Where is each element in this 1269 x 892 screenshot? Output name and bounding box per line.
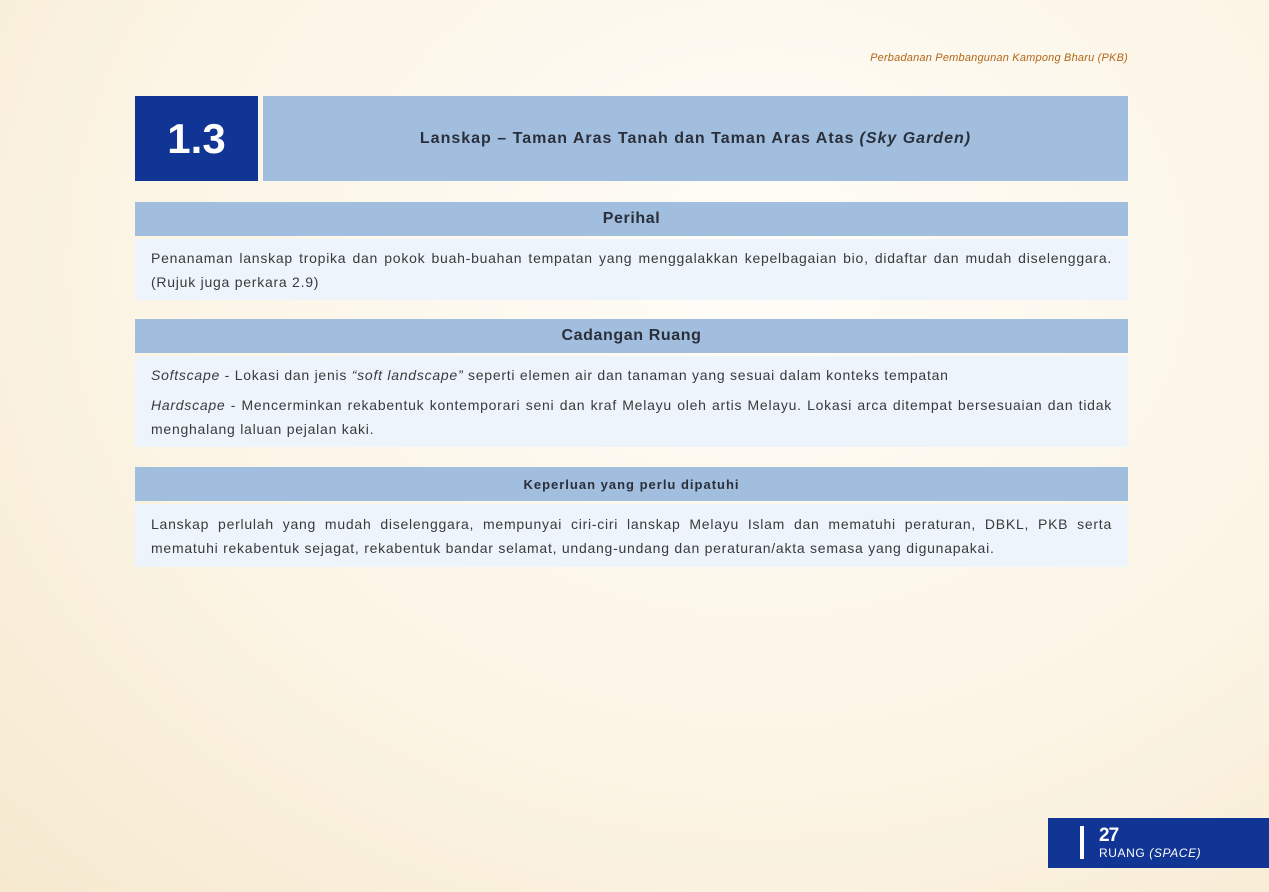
hardscape-text: - Mencerminkan rekabentuk kontemporari seni dan kraf Melayu oleh artis Melayu. Lokasi arca ditempat bersesuaian dan tidak menghalang laluan pejalan kaki. — [151, 397, 1112, 437]
keperluan-heading: Keperluan yang perlu dipatuhi — [135, 467, 1128, 501]
section-title-italic: (Sky Garden) — [859, 129, 972, 147]
chapter-label-italic: (SPACE) — [1149, 846, 1202, 860]
keperluan-section — [135, 467, 1128, 567]
hardscape-term: Hardscape — [151, 397, 226, 413]
keperluan-text: Lanskap perlulah yang mudah diselenggara, mempunyai ciri-ciri lanskap Melayu Islam dan mematuhi peraturan, DBKL, PKB serta mematuhi rekabentuk sejagat, rekabentuk bandar selamat, undang-undang dan peraturan/akta semasa yang digunapakai. — [151, 516, 1112, 556]
section-title-bar — [135, 96, 1128, 181]
softscape-text-a: - Lokasi dan jenis — [220, 367, 352, 383]
softscape-text-b: seperti elemen air dan tanaman yang sesuai dalam konteks tempatan — [463, 367, 949, 383]
keperluan-body — [135, 504, 1128, 567]
softscape-paragraph — [151, 363, 1112, 387]
page-number: 27 — [1099, 825, 1119, 846]
perihal-heading: Perihal — [135, 202, 1128, 236]
cadangan-body — [135, 356, 1128, 447]
perihal-section — [135, 202, 1128, 300]
cadangan-heading: Cadangan Ruang — [135, 319, 1128, 353]
chapter-label-text: RUANG — [1099, 846, 1146, 860]
perihal-body — [135, 239, 1128, 300]
section-title-text: Lanskap – Taman Aras Tanah dan Taman Aras Atas — [419, 129, 855, 147]
cadangan-section — [135, 319, 1128, 447]
perihal-text: Penanaman lanskap tropika dan pokok buah-buahan tempatan yang menggalakkan kepelbagaian bio, didaftar dan mudah diselenggara. (Rujuk juga perkara 2.9) — [151, 250, 1112, 290]
softscape-quote: “soft landscape” — [351, 367, 464, 383]
page-footer — [1048, 818, 1269, 868]
section-title — [263, 96, 1128, 181]
softscape-term: Softscape — [151, 367, 221, 383]
chapter-label — [1099, 846, 1201, 860]
section-number: 1.3 — [135, 96, 258, 181]
hardscape-paragraph — [151, 393, 1112, 441]
footer-divider — [1080, 826, 1084, 859]
organization-header: Perbadanan Pembangunan Kampong Bharu (PKB) — [870, 52, 1128, 64]
